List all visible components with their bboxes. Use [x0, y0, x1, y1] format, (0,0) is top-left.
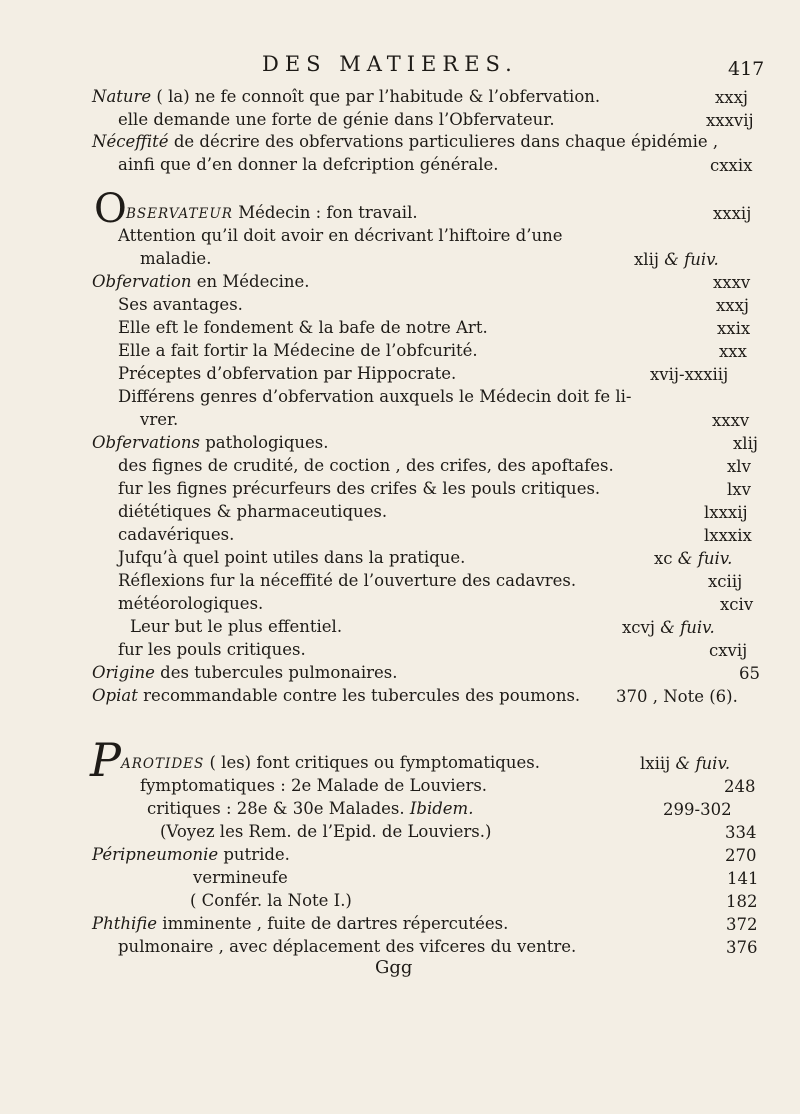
index-entry: Attention qu’il doit avoir en décrivant l’hiftoire d’une [118, 226, 563, 245]
page-ref: cxxix [710, 156, 753, 175]
index-entry: Elle a fait fortir la Médecine de l’obfcurité. [118, 341, 478, 360]
page-ref: xxxvij [706, 111, 754, 130]
index-entry: critiques : 28e & 30e Malades. Ibidem. [147, 799, 474, 818]
index-entry: ( Confér. la Note I.) [190, 891, 352, 910]
index-entry: fymptomatiques : 2e Malade de Louviers. [140, 776, 488, 795]
index-entry: ainfi que d’en donner la defcription générale. [118, 155, 499, 174]
index-entry: Différens genres d’obfervation auxquels le Médecin doit fe li- [118, 387, 632, 406]
page-ref: 182 [726, 892, 758, 911]
index-entry: Ses avantages. [118, 295, 243, 314]
page-ref: xlv [727, 457, 751, 476]
page-ref: lxiij & fuiv. [640, 754, 731, 773]
index-entry: Jufqu’à quel point utiles dans la pratique. [118, 548, 466, 567]
index-entry: Nature ( la) ne fe connoît que par l’habitude & l’obfervation. [92, 87, 601, 106]
page-ref: xc & fuiv. [654, 549, 733, 568]
page-ref: 370 , Note (6). [616, 687, 738, 706]
index-entry: Préceptes d’obfervation par Hippocrate. [118, 364, 457, 383]
index-entry: Réflexions fur la néceffité de l’ouverture des cadavres. [118, 571, 577, 590]
index-entry: Néceffité de décrire des obfervations particulieres dans chaque épidémie , [92, 132, 719, 151]
page-ref: xxxij [713, 204, 752, 223]
index-entry: Elle eft le fondement & la bafe de notre Art. [118, 318, 488, 337]
page-ref: 299-302 [663, 800, 732, 819]
index-entry: cadavériques. [118, 525, 235, 544]
page-ref: xlij & fuiv. [634, 250, 719, 269]
index-entry: elle demande une forte de génie dans l’Obfervateur. [118, 110, 555, 129]
page-ref: xxxv [712, 411, 750, 430]
page-ref: 270 [725, 846, 757, 865]
index-entry: vrer. [140, 410, 179, 429]
page-ref: lxv [727, 480, 751, 499]
index-entry: (Voyez les Rem. de l’Epid. de Louviers.) [160, 822, 492, 841]
page-ref: xciv [720, 595, 754, 614]
index-entry: des fignes de crudité, de coction , des crifes, des apoftafes. [118, 456, 614, 475]
running-header: DES MATIERES. [262, 52, 518, 76]
page-ref: lxxxij [704, 503, 748, 522]
index-entry: Obfervations pathologiques. [92, 433, 329, 452]
page-ref: 248 [724, 777, 756, 796]
drop-initial: O [94, 186, 127, 232]
index-entry: fur les fignes précurfeurs des crifes & les pouls critiques. [118, 479, 601, 498]
index-entry: diététiques & pharmaceutiques. [118, 502, 388, 521]
page-ref: xxxv [713, 273, 751, 292]
index-entry: météorologiques. [118, 594, 264, 613]
index-entry: Phthifie imminente , fuite de dartres répercutées. [92, 914, 509, 933]
signature-mark: Ggg [375, 957, 413, 978]
page-ref: xxix [717, 319, 751, 338]
page-ref: xxxj [715, 88, 749, 107]
page-ref: 334 [725, 823, 757, 842]
index-entry: Leur but le plus effentiel. [130, 617, 343, 636]
page-ref: xxxj [716, 296, 750, 315]
page-ref: 65 [739, 664, 760, 683]
page-number: 417 [728, 58, 765, 80]
index-entry: fur les pouls critiques. [118, 640, 306, 659]
page-ref: 141 [727, 869, 759, 888]
page-ref: xxx [719, 342, 747, 361]
index-entry: maladie. [140, 249, 212, 268]
index-entry: BSERVATEUR Médecin : fon travail. [126, 203, 418, 222]
page-ref: 376 [726, 938, 758, 957]
index-entry: pulmonaire , avec déplacement des vifceres du ventre. [118, 937, 577, 956]
page-ref: xcvj & fuiv. [622, 618, 715, 637]
index-entry: Péripneumonie putride. [92, 845, 290, 864]
page-ref: xciij [708, 572, 743, 591]
page-ref: 372 [726, 915, 758, 934]
page-ref: xlij [733, 434, 758, 453]
index-entry: Obfervation en Médecine. [92, 272, 310, 291]
index-entry: vermineufe [193, 868, 288, 887]
index-entry: Opiat recommandable contre les tubercules des poumons. [92, 686, 581, 705]
page-ref: lxxxix [704, 526, 752, 545]
page-ref: cxvij [709, 641, 748, 660]
index-entry: Origine des tubercules pulmonaires. [92, 663, 398, 682]
index-entry: AROTIDES ( les) font critiques ou fymptomatiques. [121, 753, 540, 772]
page-ref: xvij-xxxiij [650, 365, 729, 384]
drop-initial: P [90, 733, 121, 787]
